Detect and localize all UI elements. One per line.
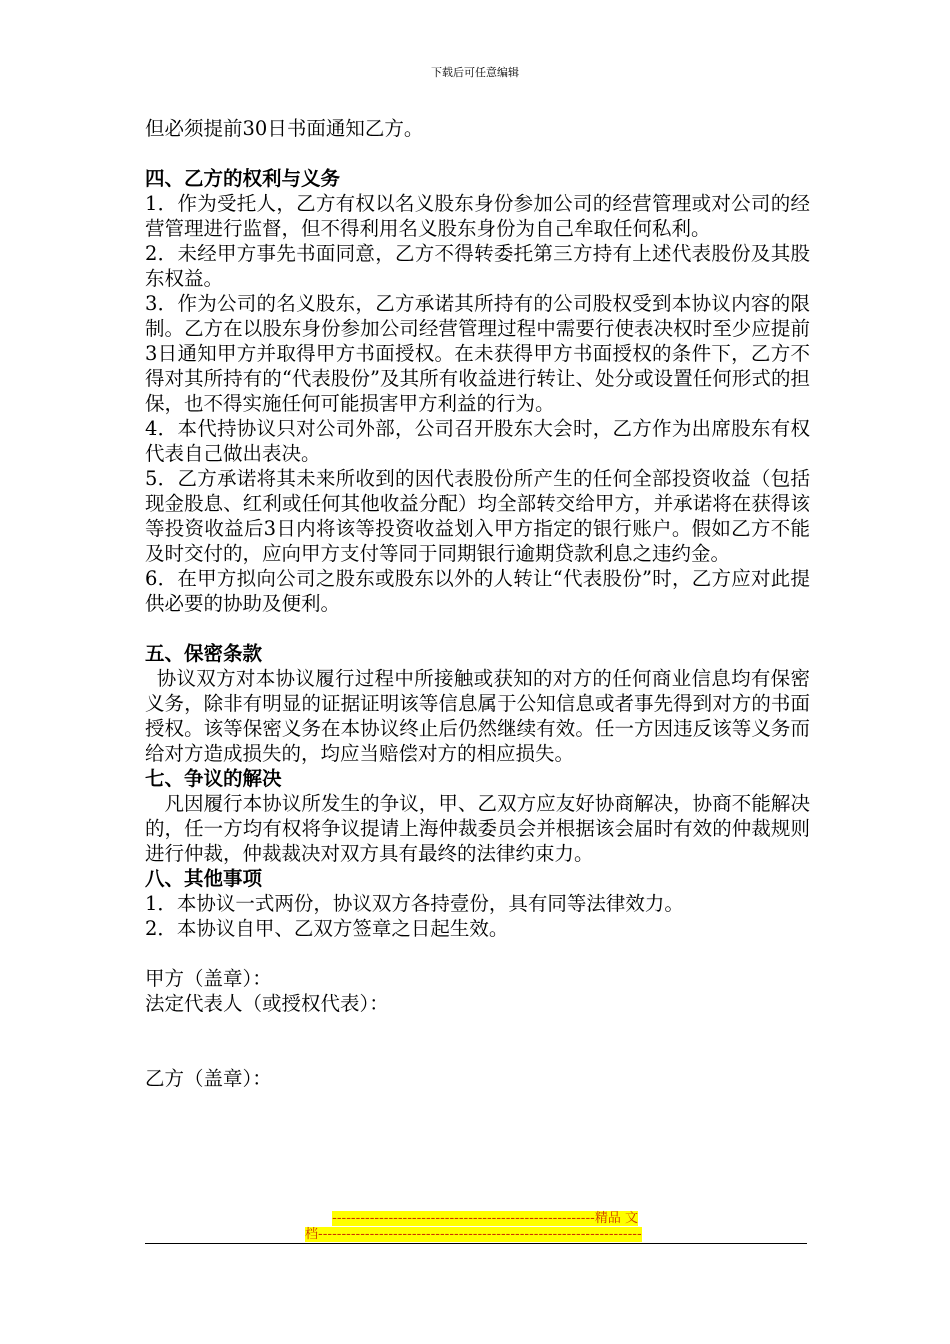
section-7-body: 凡因履行本协议所发生的争议，甲、乙双方应友好协商解决，协商不能解决的，任一方均有权将争议提请上海仲裁委员会并根据该会届时有效的仲裁规则进行仲裁，仲裁裁决对双方具有最终的法律约束力。 bbox=[145, 792, 810, 865]
section-4-item-4: 4．本代持协议只对公司外部，公司召开股东大会时，乙方作为出席股东有权代表自己做出表决。 bbox=[145, 417, 810, 465]
section-8-item-1: 1．本协议一式两份，协议双方各持壹份，具有同等法律效力。 bbox=[145, 892, 684, 915]
party-a-representative: 法定代表人（或授权代表）： bbox=[145, 992, 389, 1015]
section-4-item-3: 3．作为公司的名义股东，乙方承诺其所持有的公司股权受到本协议内容的限制。乙方在以股东身份参加公司经营管理过程中需要行使表决权时至少应提前3日通知甲方并取得甲方书面授权。在未获得甲方书面授权的条件下，乙方不得对其所持有的“代表股份”及其所有收益进行转让、处分或设置任何形式的担保，也不得实施任何可能损害甲方利益的行为。 bbox=[145, 292, 810, 415]
section-8-item-2: 2．本协议自甲、乙双方签章之日起生效。 bbox=[145, 917, 509, 940]
page-header: 下载后可任意编辑 bbox=[431, 66, 519, 79]
section-4-item-6: 6．在甲方拟向公司之股东或股东以外的人转让“代表股份”时，乙方应对此提供必要的协助及便利。 bbox=[145, 567, 810, 615]
section-4-item-2: 2．未经甲方事先书面同意，乙方不得转委托第三方持有上述代表股份及其股东权益。 bbox=[145, 242, 810, 290]
party-a-seal: 甲方（盖章）： bbox=[145, 967, 272, 990]
footer-line-2: 档--------------------------------------------------------------------- bbox=[305, 1227, 642, 1242]
party-b-seal: 乙方（盖章）： bbox=[145, 1067, 272, 1090]
section-4-title: 四、乙方的权利与义务 bbox=[145, 167, 341, 190]
section-7-title: 七、争议的解决 bbox=[145, 767, 282, 790]
document-body bbox=[145, 116, 810, 1091]
section-4-item-5: 5．乙方承诺将其未来所收到的因代表股份所产生的任何全部投资收益（包括现金股息、红利或任何其他收益分配）均全部转交给甲方，并承诺将在获得该等投资收益后3日内将该等投资收益划入甲方指定的银行账户。假如乙方不能及时交付的，应向甲方支付等同于同期银行逾期贷款利息之违约金。 bbox=[145, 467, 810, 565]
intro-line: 但必须提前30日书面通知乙方。 bbox=[145, 117, 424, 140]
section-5-title: 五、保密条款 bbox=[145, 642, 263, 665]
footer-watermark bbox=[305, 1211, 650, 1243]
section-5-body: 协议双方对本协议履行过程中所接触或获知的对方的任何商业信息均有保密义务，除非有明显的证据证明该等信息属于公知信息或者事先得到对方的书面授权。该等保密义务在本协议终止后仍然继续有效。任一方因违反该等义务而给对方造成损失的，均应当赔偿对方的相应损失。 bbox=[145, 667, 810, 765]
section-8-title: 八、其他事项 bbox=[145, 867, 263, 890]
section-4-item-1: 1．作为受托人，乙方有权以名义股东身份参加公司的经营管理或对公司的经营管理进行监督，但不得利用名义股东身份为自己牟取任何私利。 bbox=[145, 192, 810, 240]
footer-line-1: --------------------------------------------------------精品 文 bbox=[332, 1211, 638, 1226]
footer-rule bbox=[145, 1243, 807, 1244]
